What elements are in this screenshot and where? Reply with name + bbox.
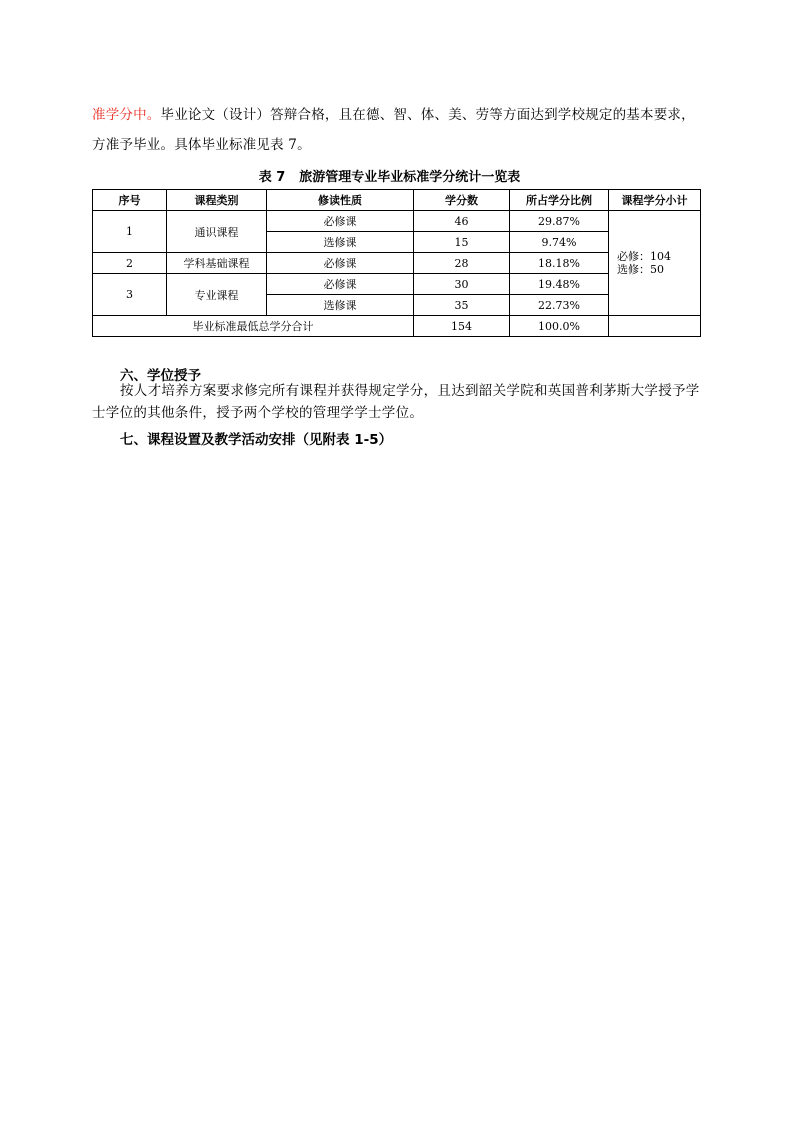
table-caption-number: 表 7 bbox=[258, 170, 286, 185]
subtotal-elective: 选修：50 bbox=[617, 263, 664, 276]
row-no: 1 bbox=[93, 211, 167, 253]
row-category: 学科基础课程 bbox=[167, 253, 267, 274]
row-ratio: 29.87% bbox=[510, 211, 609, 232]
row-ratio: 22.73% bbox=[510, 295, 609, 316]
total-subtotal-empty bbox=[609, 316, 701, 337]
row-type: 选修课 bbox=[267, 295, 414, 316]
total-label: 毕业标准最低总学分合计 bbox=[93, 316, 414, 337]
row-credits: 30 bbox=[414, 274, 510, 295]
header-credits: 学分数 bbox=[414, 190, 510, 211]
row-credits: 46 bbox=[414, 211, 510, 232]
header-no: 序号 bbox=[93, 190, 167, 211]
header-ratio: 所占学分比例 bbox=[510, 190, 609, 211]
intro-red-text: 准学分中。 bbox=[92, 107, 161, 123]
table-caption-title: 旅游管理专业毕业标准学分统计一览表 bbox=[299, 170, 521, 185]
row-ratio: 19.48% bbox=[510, 274, 609, 295]
row-category: 专业课程 bbox=[167, 274, 267, 316]
section6-paragraph: 按人才培养方案要求修完所有课程并获得规定学分，且达到韶关学院和英国普利茅斯大学授予学士学位的其他条件，授予两个学校的管理学学士学位。 bbox=[92, 383, 700, 421]
row-credits: 28 bbox=[414, 253, 510, 274]
subtotal-required: 必修：104 bbox=[617, 250, 671, 263]
subtotal-cell bbox=[609, 211, 701, 316]
table-total-row bbox=[93, 316, 701, 337]
header-type: 修读性质 bbox=[267, 190, 414, 211]
row-ratio: 18.18% bbox=[510, 253, 609, 274]
credit-table bbox=[92, 189, 701, 337]
row-no: 3 bbox=[93, 274, 167, 316]
total-ratio: 100.0% bbox=[510, 316, 609, 337]
row-type: 选修课 bbox=[267, 232, 414, 253]
total-credits: 154 bbox=[414, 316, 510, 337]
row-ratio: 9.74% bbox=[510, 232, 609, 253]
row-type: 必修课 bbox=[267, 211, 414, 232]
row-type: 必修课 bbox=[267, 274, 414, 295]
row-credits: 35 bbox=[414, 295, 510, 316]
section6-heading: 六、学位授予 bbox=[120, 368, 201, 384]
table-row bbox=[93, 211, 701, 232]
row-no: 2 bbox=[93, 253, 167, 274]
row-category: 通识课程 bbox=[167, 211, 267, 253]
intro-paragraph bbox=[92, 100, 707, 160]
table-header-row bbox=[93, 190, 701, 211]
table-caption bbox=[0, 166, 793, 185]
section7-heading: 七、课程设置及教学活动安排（见附表 1-5） bbox=[120, 432, 393, 448]
header-subtotal: 课程学分小计 bbox=[609, 190, 701, 211]
row-credits: 15 bbox=[414, 232, 510, 253]
row-type: 必修课 bbox=[267, 253, 414, 274]
intro-text: 毕业论文（设计）答辩合格，且在德、智、体、美、劳等方面达到学校规定的基本要求，方准予毕业。具体毕业标准见表 7。 bbox=[92, 107, 695, 153]
header-category: 课程类别 bbox=[167, 190, 267, 211]
